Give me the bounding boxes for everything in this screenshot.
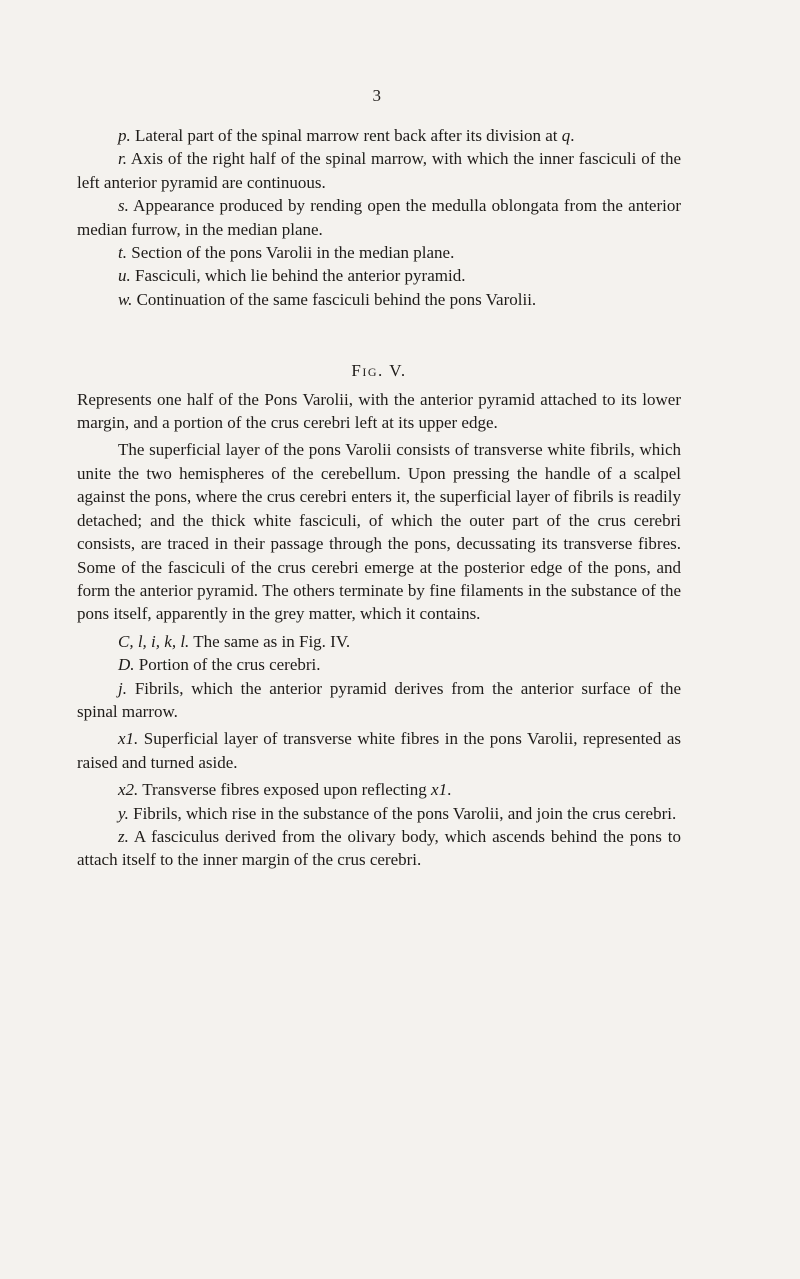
legend-text: A fasciculus derived from the olivary body, which ascends behind the pons to attach itself to the inner margin of the crus cerebri.	[77, 826, 681, 870]
legend-end: .	[570, 126, 575, 145]
legend-text: Lateral part of the spinal marrow rent back after its division at	[135, 126, 558, 145]
legend-text: Portion of the crus cerebri.	[138, 655, 321, 675]
legend-item	[77, 778, 681, 801]
legend-item	[77, 653, 681, 676]
legend-item	[77, 802, 681, 825]
legend-text: Fasciculi, which lie behind the anterior pyramid.	[135, 266, 466, 286]
legend-label: t.	[118, 243, 127, 263]
legend-text: Superficial layer of transverse white fibres in the pons Varolii, represented as raised and turned aside.	[77, 729, 681, 772]
legend-label: x2.	[118, 780, 139, 800]
legend-ref: q	[561, 126, 571, 145]
legend-top	[77, 124, 681, 311]
legend-text: Transverse fibres exposed upon reflecting	[142, 780, 427, 800]
legend-label: p.	[118, 126, 131, 145]
legend-item	[77, 727, 681, 774]
legend-ref: x1	[431, 780, 448, 800]
legend-end: .	[447, 780, 452, 800]
legend-label: y.	[118, 803, 129, 823]
legend-label: D.	[118, 655, 135, 675]
legend-item	[77, 264, 681, 287]
legend-text: Section of the pons Varolii in the median plane.	[131, 243, 455, 263]
legend-label: x1.	[118, 729, 139, 749]
legend-item	[77, 677, 681, 724]
legend-label: u.	[118, 266, 131, 286]
legend-label: z.	[118, 826, 129, 846]
legend-text: Appearance produced by rending open the medulla oblongata from the anterior median furrow, in the median plane.	[77, 196, 682, 239]
legend-label: j.	[118, 678, 127, 698]
legend-label: C, l, i, k, l.	[118, 631, 190, 651]
legend-item	[77, 825, 681, 872]
legend-item	[77, 124, 681, 147]
legend-text: The same as in Fig. IV.	[193, 631, 351, 651]
legend-item	[77, 194, 681, 241]
legend-label: s.	[118, 196, 129, 216]
description-paragraph: The superficial layer of the pons Varolii consists of transverse white fibrils, which unite the two hemispheres of the cerebellum. Upon pressing the handle of a scalpel against the pons, where the crus cerebri enters it, the superficial layer of fibrils is readily detached; and the thick white fasciculi, of which the outer part of the crus cerebri consists, are traced in their passage through the pons, decussating its transverse fibres. Some of the fasciculi of the crus cerebri emerge at the posterior edge of the pons, and form the anterior pyramid. The others terminate by fine filaments in the substance of the pons itself, apparently in the grey matter, which it contains.	[77, 440, 681, 624]
legend-label: w.	[118, 289, 133, 309]
legend-text: Fibrils, which the anterior pyramid derives from the anterior surface of the spinal marrow.	[77, 678, 682, 721]
legend-text: Continuation of the same fasciculi behind the pons Varolii.	[136, 289, 537, 309]
legend-text: Fibrils, which rise in the substance of the pons Varolii, and join the crus cerebri.	[133, 803, 677, 823]
legend-bottom	[77, 630, 681, 872]
body-text	[77, 124, 681, 872]
description-paragraph: Represents one half of the Pons Varolii, with the anterior pyramid attached to its lower margin, and a portion of the crus cerebri left at its upper edge.	[77, 389, 681, 433]
legend-label: r.	[118, 149, 127, 169]
figure-caption: Fig. V.	[351, 361, 407, 381]
legend-item	[77, 241, 681, 264]
legend-item	[77, 630, 681, 653]
legend-text: Axis of the right half of the spinal marrow, with which the inner fasciculi of the left anterior pyramid are continuous.	[77, 149, 681, 192]
page-number: 3	[372, 86, 382, 105]
legend-item	[77, 147, 681, 194]
legend-item	[77, 288, 681, 311]
